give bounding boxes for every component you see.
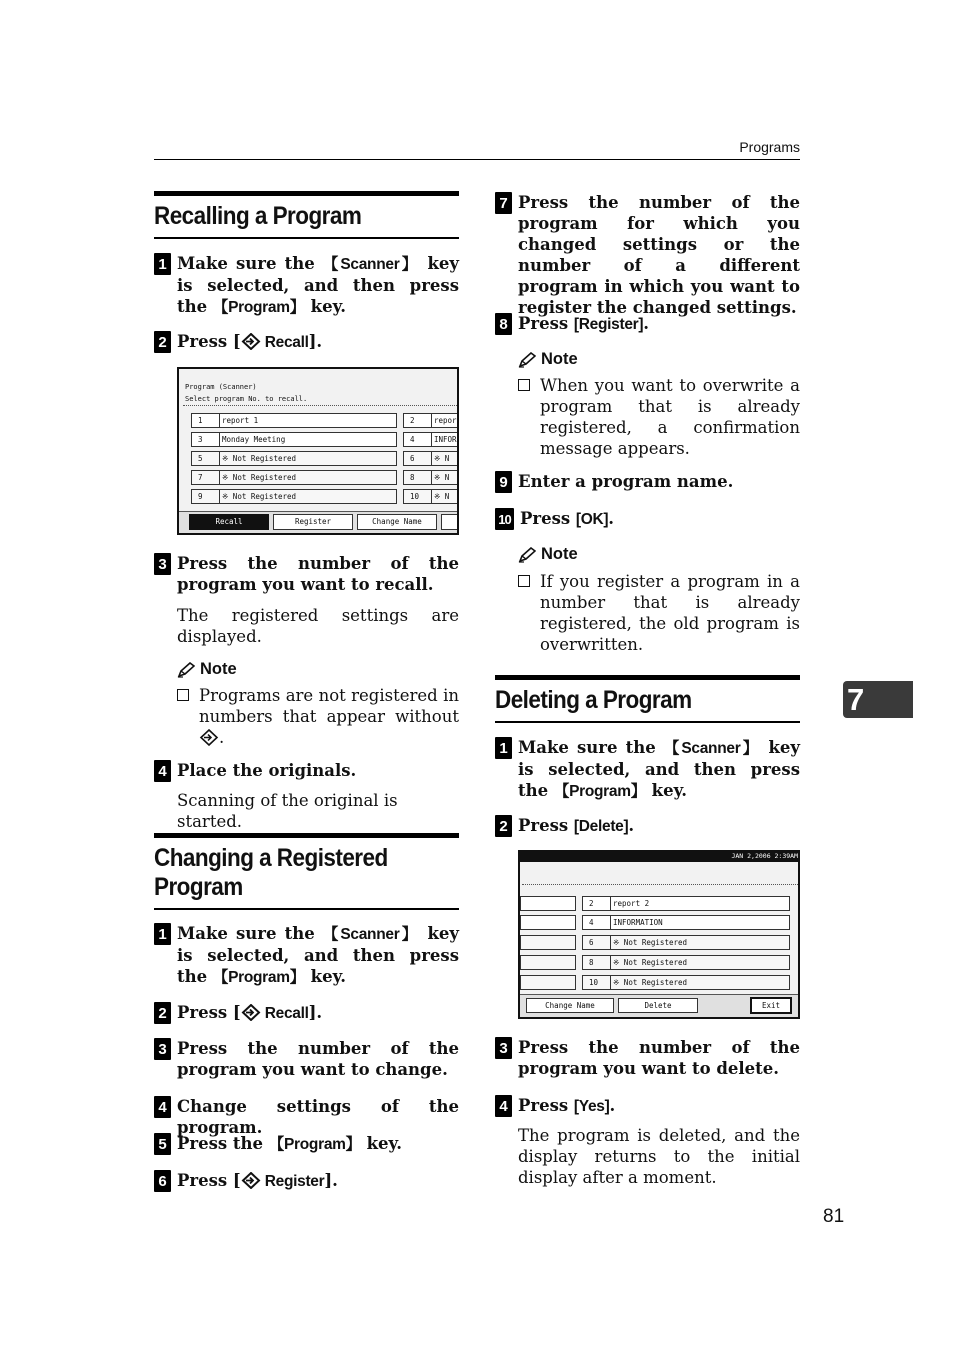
program-number: 9 [195, 490, 220, 503]
program-row-partial[interactable] [520, 915, 576, 930]
recall-screen-image [177, 367, 459, 535]
program-number: 4 [407, 433, 432, 446]
program-row-2[interactable] [403, 413, 459, 428]
step-text [518, 313, 649, 335]
step-change-10 [495, 508, 800, 530]
step-text [177, 331, 322, 353]
step-text [518, 737, 800, 802]
key-register: [Register] [573, 316, 644, 333]
program-row-5[interactable] [191, 451, 397, 466]
step-text-part: Press [ [177, 332, 241, 351]
program-number: 7 [195, 471, 220, 484]
step-text-part: . [628, 816, 635, 835]
program-row-8[interactable] [582, 955, 790, 970]
section-rule-top [154, 833, 459, 838]
step-text [177, 1133, 402, 1155]
program-number: 6 [586, 936, 611, 949]
step-text-part: . [608, 509, 615, 528]
step-text-part: key. [304, 297, 347, 316]
checkbox-bullet-icon [518, 575, 530, 587]
section-rule-bottom [154, 237, 459, 239]
key-program: 【Program】 [553, 783, 646, 800]
program-number: 4 [586, 916, 611, 929]
step-number: 2 [495, 815, 512, 837]
step-recall-2 [154, 331, 459, 353]
checkbox-bullet-icon [518, 379, 530, 391]
key-scanner: 【Scanner】 [663, 740, 761, 757]
program-number: 8 [586, 956, 611, 969]
step-text-part: key is selected, and then press the [518, 738, 801, 800]
step-text: Place the originals. [177, 761, 357, 780]
program-row-10[interactable] [403, 489, 459, 504]
program-row-2[interactable] [582, 896, 790, 911]
program-number: 3 [195, 433, 220, 446]
note-heading [518, 545, 578, 564]
program-label: ※ Not Registered [222, 473, 297, 482]
running-header: Programs [739, 139, 800, 155]
step-delete-2 [495, 815, 800, 837]
step-number: 1 [495, 737, 512, 759]
tab-delete[interactable]: Delete [618, 998, 698, 1013]
step-text-part: ]. [324, 1171, 338, 1190]
step-delete-1 [495, 737, 800, 802]
program-label: ※ Not Registered [222, 492, 297, 501]
pencil-icon [177, 662, 195, 678]
program-label: repor [434, 416, 457, 425]
step-change-6 [154, 1170, 459, 1192]
note-label: Note [200, 660, 237, 678]
key-program: 【Program】 [212, 969, 305, 986]
tab-change-name[interactable]: Change Name [526, 998, 614, 1013]
exit-button[interactable]: Exit [750, 997, 792, 1014]
step-text-part: Press the [177, 1134, 269, 1153]
recall-step4-body: Scanning of the original is started. [177, 791, 398, 831]
program-row-4[interactable] [403, 432, 459, 447]
step-text [518, 815, 634, 837]
recall-step3-body: The registered settings are displayed. [177, 606, 459, 646]
section-rule-bottom [495, 721, 800, 723]
program-diamond-icon [241, 333, 261, 350]
section-rule-top [154, 191, 459, 196]
note-text-part: Programs are not registered in numbers that appear without [199, 686, 459, 726]
step-text-part: key is selected, and then press the [177, 924, 460, 986]
step-text-part: Press [520, 509, 576, 528]
program-label: ※ Not Registered [613, 938, 688, 947]
program-number: 10 [586, 976, 611, 989]
step-text-part: Make sure the [177, 924, 323, 943]
program-number: 2 [407, 414, 432, 427]
step-number: 3 [154, 1038, 171, 1060]
step-text-part: Press [518, 816, 574, 835]
program-label: ※ N [434, 454, 450, 463]
key-recall: Recall [264, 1005, 309, 1022]
program-row-8[interactable] [403, 470, 459, 485]
program-row-partial[interactable] [520, 975, 576, 990]
step-text-part: . [609, 1096, 616, 1115]
note-item [518, 375, 800, 459]
step-text [177, 1170, 338, 1192]
step-number: 9 [495, 471, 512, 493]
step-number: 3 [495, 1037, 512, 1059]
step-change-4 [154, 1096, 459, 1138]
program-number: 8 [407, 471, 432, 484]
step-text: Enter a program name. [518, 472, 734, 491]
program-row-4[interactable] [582, 915, 790, 930]
step-text: Change settings of the program. [177, 1097, 459, 1137]
step-text: Press the number of the program you want to delete. [518, 1038, 800, 1078]
program-label: ※ N [434, 473, 450, 482]
program-label: INFOR [434, 435, 457, 444]
program-row-6[interactable] [582, 935, 790, 950]
chapter-tab: 7 [843, 681, 913, 718]
program-number: 1 [195, 414, 220, 427]
program-label: report 2 [613, 899, 650, 908]
step-number: 6 [154, 1170, 171, 1192]
key-recall: Recall [264, 334, 309, 351]
screen-clock-bar: JAN 2,2006 2:39AM [520, 852, 800, 862]
note-heading [518, 350, 578, 369]
program-row-7[interactable] [191, 470, 397, 485]
step-text-part: key is selected, and then press the [177, 254, 460, 316]
tab-partial[interactable] [441, 514, 459, 530]
delete-screen-image [518, 850, 800, 1019]
step-text-part: key. [645, 781, 688, 800]
step-text-part: key. [360, 1134, 402, 1153]
note-text: If you register a program in a number that is already registered, the old program is overwritten. [540, 572, 800, 654]
pencil-icon [518, 352, 536, 368]
key-program: 【Program】 [268, 1136, 361, 1153]
program-diamond-icon [199, 729, 219, 746]
program-row-partial[interactable] [520, 935, 576, 950]
step-text-part: key. [304, 967, 347, 986]
step-text-part: Press [518, 314, 574, 333]
step-change-7 [495, 192, 800, 318]
program-label: Monday Meeting [222, 435, 286, 444]
step-number: 4 [154, 1096, 171, 1118]
program-label: ※ Not Registered [222, 454, 297, 463]
step-number: 1 [154, 253, 171, 275]
step-recall-4 [154, 760, 459, 782]
step-text-part: Press [ [177, 1003, 241, 1022]
key-program: 【Program】 [212, 299, 305, 316]
program-row-3[interactable] [191, 432, 397, 447]
step-text-part: ]. [308, 332, 323, 351]
checkbox-bullet-icon [177, 689, 189, 701]
step-number: 5 [154, 1133, 171, 1155]
program-diamond-icon [241, 1172, 261, 1189]
tab-recall[interactable]: Recall [189, 514, 269, 530]
section-title-change-1: Changing a Registered [154, 844, 388, 872]
step-text [177, 1002, 322, 1024]
section-rule-bottom [154, 908, 459, 910]
step-number: 10 [495, 508, 514, 530]
program-diamond-icon [241, 1004, 261, 1021]
program-number: 2 [586, 897, 611, 910]
step-text: Press the number of the program for which you changed settings or the number of a different program in which you want to register the changed settings. [518, 193, 800, 317]
step-change-3 [154, 1038, 459, 1080]
note-label: Note [541, 545, 578, 563]
delete-step4-body: The program is deleted, and the display returns to the initial display after a moment. [518, 1126, 800, 1187]
step-change-5 [154, 1133, 459, 1155]
step-text-part: . [643, 314, 650, 333]
step-text [520, 508, 614, 530]
note-item [177, 685, 459, 748]
key-delete: [Delete] [573, 818, 629, 835]
program-row-partial[interactable] [520, 896, 576, 911]
step-text-part: Make sure the [518, 738, 664, 757]
program-row-10[interactable] [582, 975, 790, 990]
key-yes: [Yes] [573, 1098, 610, 1115]
step-number: 4 [154, 760, 171, 782]
screen-divider [522, 884, 800, 885]
step-number: 3 [154, 553, 171, 575]
screen-prompt: Select program No. to recall. [185, 395, 308, 403]
program-label: ※ N [434, 492, 450, 501]
step-change-8 [495, 313, 800, 335]
step-text: Press the number of the program you want to change. [177, 1039, 459, 1079]
key-scanner: 【Scanner】 [322, 256, 420, 273]
section-title-change-2: Program [154, 873, 243, 901]
section-title-delete: Deleting a Program [495, 686, 692, 714]
tab-change-name[interactable]: Change Name [357, 514, 437, 530]
step-recall-3 [154, 553, 459, 595]
step-change-9 [495, 471, 800, 493]
step-number: 1 [154, 923, 171, 945]
note-label: Note [541, 350, 578, 368]
program-number: 6 [407, 452, 432, 465]
key-scanner: 【Scanner】 [322, 926, 420, 943]
program-row-9[interactable] [191, 489, 397, 504]
section-rule-top [495, 675, 800, 680]
program-row-1[interactable] [191, 413, 397, 428]
step-text-part: Press [518, 1096, 574, 1115]
step-text: Press the number of the program you want to recall. [177, 554, 459, 594]
step-change-2 [154, 1002, 459, 1024]
step-text [518, 1095, 615, 1117]
step-number: 4 [495, 1095, 512, 1117]
program-number: 5 [195, 452, 220, 465]
program-label: ※ Not Registered [613, 978, 688, 987]
step-delete-4 [495, 1095, 800, 1117]
note-text: Programs are not registered in numbers that appear without . [199, 686, 459, 747]
step-recall-1 [154, 253, 459, 318]
page-number: 81 [823, 1206, 845, 1227]
note-text: When you want to overwrite a program that is already registered, a confirmation message appears. [540, 376, 800, 458]
tab-register[interactable]: Register [273, 514, 353, 530]
program-row-partial[interactable] [520, 955, 576, 970]
header-rule [154, 159, 800, 160]
pencil-icon [518, 547, 536, 563]
step-text [177, 253, 459, 318]
step-text-part: Press [ [177, 1171, 241, 1190]
section-title-recall: Recalling a Program [154, 202, 362, 230]
screen-title: Program (Scanner) [185, 383, 257, 391]
step-number: 2 [154, 1002, 171, 1024]
key-ok: [OK] [575, 511, 609, 528]
program-row-6[interactable] [403, 451, 459, 466]
step-change-1 [154, 923, 459, 988]
note-heading [177, 660, 237, 679]
program-number: 10 [407, 490, 432, 503]
step-number: 7 [495, 192, 512, 214]
program-label: INFORMATION [613, 918, 663, 927]
step-text-part: Make sure the [177, 254, 323, 273]
step-number: 2 [154, 331, 171, 353]
step-number: 8 [495, 313, 512, 335]
note-item [518, 571, 800, 655]
step-delete-3 [495, 1037, 800, 1079]
screen-divider [183, 405, 459, 406]
step-text-part: ]. [308, 1003, 323, 1022]
step-text [177, 923, 459, 988]
program-label: report 1 [222, 416, 259, 425]
key-register: Register [264, 1173, 325, 1190]
program-label: ※ Not Registered [613, 958, 688, 967]
